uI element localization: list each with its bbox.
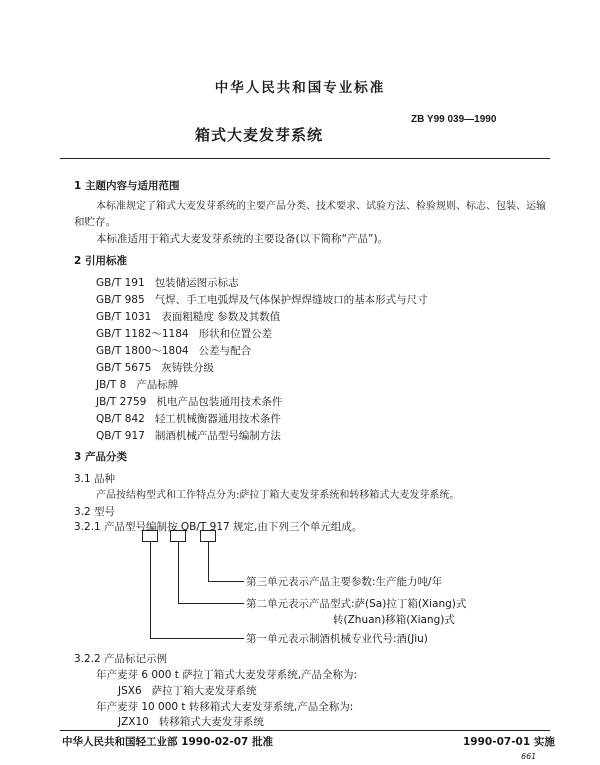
unit-1-label: 第一单元表示制酒机械专业代号:酒(Jiu) [246,633,428,645]
reference-code: GB/T 5675 [96,362,152,374]
reference-title: 包装储运图示标志 [154,277,239,289]
unit-3-box [200,530,216,542]
unit-3-leader [208,581,244,582]
unit-2-leader [178,603,244,604]
unit-2-box [170,530,186,542]
section-3-2-heading: 3.2 型号 [74,506,116,518]
reference-item [96,396,282,408]
section-1-heading: 1 主题内容与适用范围 [74,180,180,192]
unit-3-connector [208,542,209,581]
reference-item [96,362,214,374]
unit-3-label: 第三单元表示产品主要参数:生产能力吨/年 [246,576,443,588]
unit-2-label-line-2: 转(Zhuan)移箱(Xiang)式 [333,614,455,626]
document-title: 箱式大麦发芽系统 [195,126,324,144]
section-1-para-2: 本标准适用于箱式大麦发芽系统的主要设备(以下简称“产品”)。 [96,233,389,245]
example-2-name: 转移箱式大麦发芽系统 [158,716,264,728]
unit-1-leader [150,638,244,639]
example-1-line: 年产麦芽 6 000 t 萨拉丁箱式大麦发芽系统,产品全称为: [96,669,358,681]
reference-code: GB/T 191 [96,277,145,289]
section-1-para-1-line-1: 本标准规定了箱式大麦发芽系统的主要产品分类、技术要求、试验方法、检验规则、标志、包装、运输 [96,201,546,212]
reference-code: QB/T 917 [96,430,145,442]
section-1-para-1-line-2: 和贮存。 [74,216,116,228]
reference-code: JB/T 8 [96,379,127,391]
page-number: 661 [521,752,537,761]
section-3-1-text: 产品按结构型式和工作特点分为:萨拉丁箱大麦发芽系统和转移箱式大麦发芽系统。 [96,490,460,501]
reference-title: 机电产品包装通用技术条件 [156,396,283,408]
example-2-designation [118,716,264,728]
unit-1-connector [150,542,151,638]
example-1-name: 萨拉丁箱大麦发芽系统 [151,685,257,697]
reference-item [96,311,280,323]
reference-item [96,277,239,289]
unit-2-connector [178,542,179,603]
reference-title: 制酒机械产品型号编制方法 [154,430,281,442]
reference-title: 灰铸铁分级 [161,362,214,374]
reference-code: GB/T 1800～1804 [96,345,189,357]
reference-code: GB/T 1182～1184 [96,328,189,340]
example-2-line: 年产麦芽 10 000 t 转移箱式大麦发芽系统,产品全称为: [96,701,354,713]
reference-item [96,345,251,357]
footer-rule [60,730,550,731]
reference-item [96,328,272,340]
reference-item [96,413,281,425]
implementation-date: 1990-07-01 实施 [463,736,555,748]
reference-title: 公差与配合 [198,345,252,357]
section-3-heading: 3 产品分类 [74,451,127,463]
reference-code: QB/T 842 [96,413,145,425]
reference-title: 表面粗糙度 参数及其数值 [161,311,281,323]
standard-category-title: 中华人民共和国专业标准 [214,80,386,96]
reference-title: 产品标牌 [136,379,179,391]
section-3-1-heading: 3.1 品种 [74,473,116,485]
example-1-designation [118,685,257,697]
standard-number: ZB Y99 039—1990 [411,114,497,125]
reference-title: 气焊、手工电弧焊及气体保护焊焊缝坡口的基本形式与尺寸 [154,294,428,306]
approval-line: 中华人民共和国轻工业部 1990-02-07 批准 [62,736,273,748]
reference-title: 轻工机械衡器通用技术条件 [154,413,281,425]
reference-code: JB/T 2759 [96,396,147,408]
reference-item [96,430,281,442]
example-1-code: JSX6 [118,685,142,697]
header-rule [60,158,550,159]
unit-1-box [142,530,158,542]
reference-item [96,294,428,306]
unit-2-label-line-1: 第二单元表示产品型式:萨(Sa)拉丁箱(Xiang)式 [246,598,467,610]
reference-code: GB/T 1031 [96,311,152,323]
section-2-heading: 2 引用标准 [74,255,127,267]
reference-item [96,379,178,391]
reference-title: 形状和位置公差 [198,328,273,340]
reference-code: GB/T 985 [96,294,145,306]
section-3-2-2-heading: 3.2.2 产品标记示例 [74,653,168,665]
example-2-code: JZX10 [118,716,149,728]
section-3-2-1-text: 3.2.1 产品型号编制按 QB/T 917 规定,由下列三个单元组成。 [74,521,363,533]
